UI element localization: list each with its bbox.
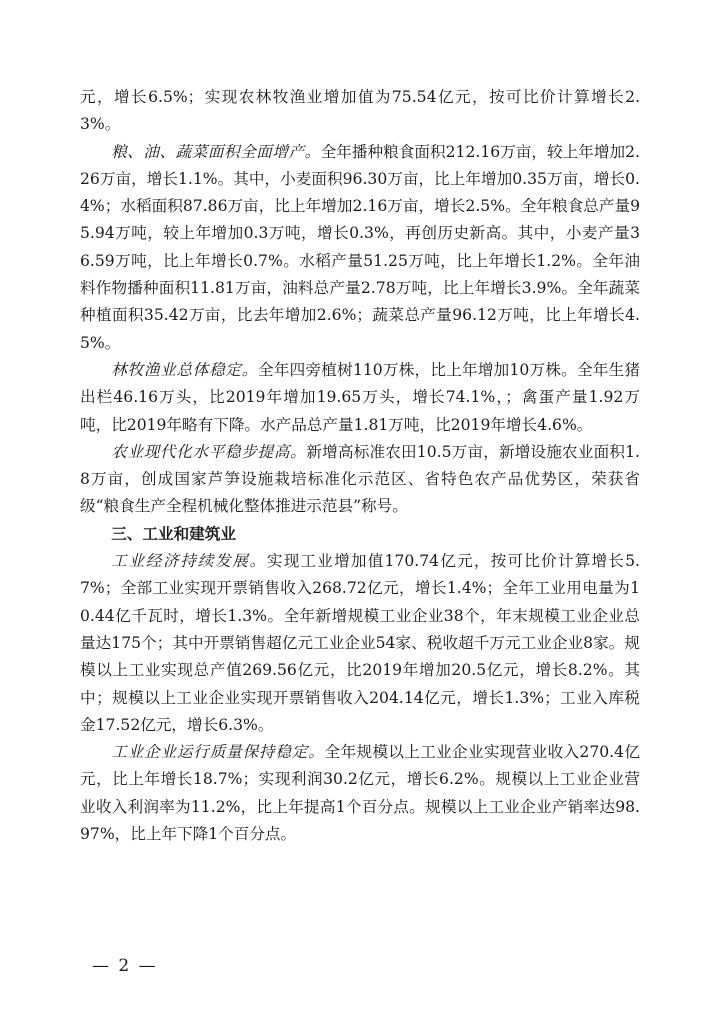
- document-page: [80, 84, 640, 848]
- paragraph-text: 全年四旁植树110万株，比上年增加10万株。全年生猪出栏46.16万头，比2019年增加19.65万头，增长74.1%，；禽蛋产量1.92万吨，比2019年略有下降。水产品总产量1.81万吨，比2019年增长4.6%。: [80, 360, 641, 434]
- paragraph-lead: 粮、油、蔬菜面积全面增产。: [111, 142, 321, 161]
- paragraph-agricultural-modernization: [80, 439, 640, 521]
- page-number: — 2 —: [92, 956, 158, 976]
- paragraph-forestry-livestock-fishery: [80, 357, 640, 439]
- section-heading: 三、工业和建筑业: [111, 524, 236, 543]
- paragraph-text: 全年规模以上工业企业实现营业收入270.4亿元，比上年增长18.7%；实现利润30.2亿元，增长6.2%。规模以上工业企业营业收入利润率为11.2%，比上年提高1个百分点。规模以上工业企业产销率达98.97%，比上年下降1个百分点。: [80, 743, 640, 844]
- paragraph-lead: 工业企业运行质量保持稳定。: [111, 743, 325, 762]
- paragraph-text: 全年播种粮食面积212.16万亩，较上年增加2.26万亩，增长1.1%。其中，小麦面积96.30万亩，比上年增加0.35万亩，增长0.4%；水稻面积87.86万亩，比上年增加2.16万亩，增长2.5%。全年粮食总产量95.94万吨，较上年增加0.3万吨，增长0.3%，再创历史新高。其中，小麦产量36.59万吨，比上年增长0.7%。水稻产量51.25万吨，比上年增长1.2%。全年油料作物播种面积11.81万亩，油料总产量2.78万吨，比上年增长3.9%。全年蔬菜种植面积35.42万亩，比去年增加2.6%；蔬菜总产量96.12万吨，比上年增长4.5%。: [80, 142, 640, 352]
- paragraph-lead: 工业经济持续发展。: [111, 552, 267, 571]
- paragraph-text: 新增高标准农田10.5万亩，新增设施农业面积1.8万亩，创成国家芦笋设施栽培标准化示范区、省特色农产品优势区，荣获省级“粮食生产全程机械化整体推进示范县”称号。: [80, 442, 640, 516]
- paragraph-lead: 林牧渔业总体稳定。: [111, 360, 259, 379]
- paragraph-lead: 农业现代化水平稳步提高。: [111, 442, 307, 461]
- paragraph-industrial-development: [80, 548, 640, 739]
- paragraph-grain-oil-vegetables: [80, 139, 640, 357]
- paragraph-industrial-quality: [80, 739, 640, 848]
- paragraph-text: 实现工业增加值170.74亿元，按可比价计算增长5.7%；全部工业实现开票销售收入268.72亿元，增长1.4%；全年工业用电量为10.44亿千瓦时，增长1.3%。全年新增规模工业企业38个，年末规模工业企业总量达175个；其中开票销售超亿元工业企业54家、税收超千万元工业企业8家。规模以上工业实现总产值269.56亿元，比2019年增加20.5亿元，增长8.2%。其中；规模以上工业企业实现开票销售收入204.14亿元，增长1.3%；工业入库税金17.52亿元，增长6.3%。: [80, 552, 640, 734]
- paragraph-text: 元，增长6.5%；实现农林牧渔业增加值为75.54亿元，按可比价计算增长2.3%。: [80, 88, 640, 134]
- paragraph-agriculture-summary: [80, 84, 640, 139]
